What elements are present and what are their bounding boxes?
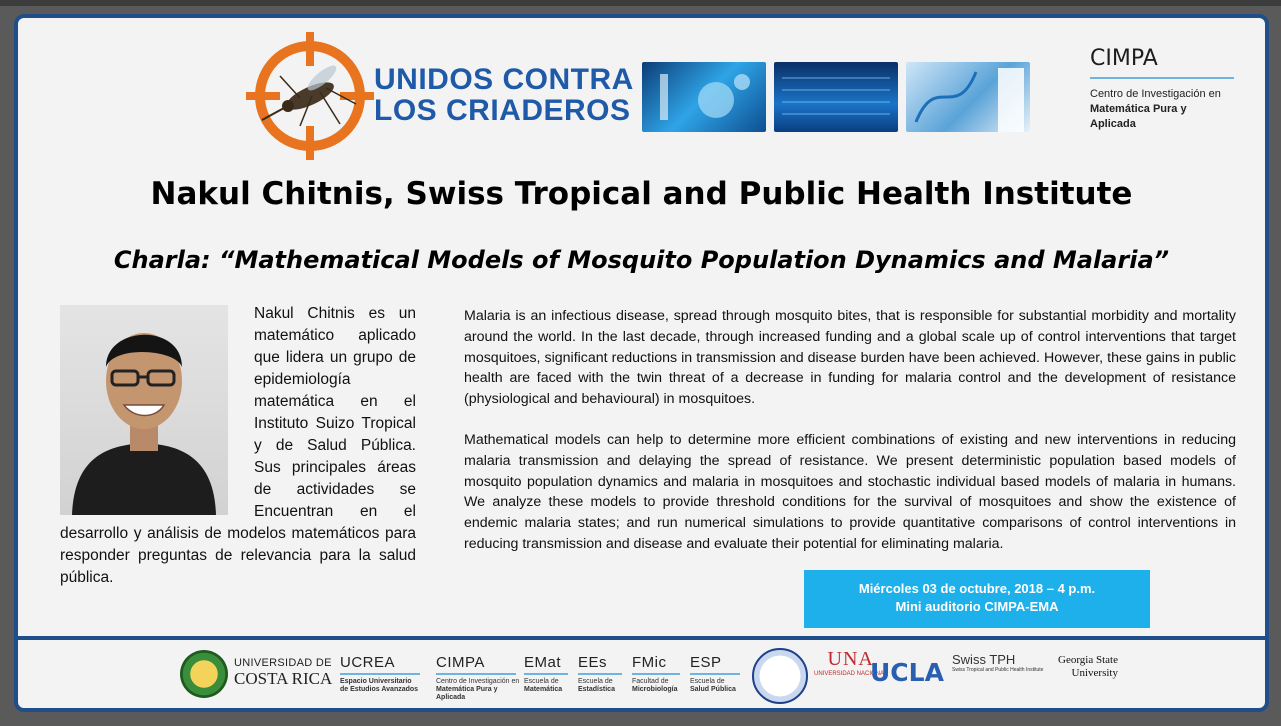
doctor-dna-image	[906, 62, 1030, 132]
ucrea-sub-1: Espacio Universitario	[340, 678, 412, 685]
speaker-title: Nakul Chitnis, Swiss Tropical and Public Health Institute	[150, 176, 1133, 212]
ucr-line-2: COSTA RICA	[234, 669, 333, 688]
fmic-sub-2: Microbiología	[632, 686, 678, 693]
ees-underline	[578, 673, 622, 675]
ucrea-logo	[340, 654, 420, 694]
georgia-line-1: Georgia State	[1058, 654, 1118, 666]
abstract-paragraph-1: Malaria is an infectious disease, spread through mosquito bites, that is responsible for substantial morbidity and mortality around the world. In the last decade, through increased funding and a global scale up of control interventions that target mosquitoes, significant reductions in transmission and disease burden have been achieved. However, these gains in public health are faced with the twin threat of a decrease in funding for malaria control and the development of resistance (physiological and behavioural) in mosquitoes.	[464, 308, 1236, 408]
cimpa-sub-1: Centro de Investigación en	[1090, 88, 1221, 100]
emat-sub-2: Matemática	[524, 686, 563, 693]
esp-underline	[690, 673, 740, 675]
event-date: Miércoles 03 de octubre, 2018 – 4 p.m.	[858, 581, 1096, 596]
talk-subtitle: Charla: “Mathematical Models of Mosquito Population Dynamics and Malaria”	[113, 246, 1170, 274]
cimpa-footer-abbr: CIMPA	[436, 654, 485, 671]
emat-logo	[524, 654, 568, 694]
georgia-line-2: University	[1071, 667, 1118, 679]
sponsor-logos	[18, 644, 1265, 710]
talk-abstract	[464, 306, 1236, 555]
una-sub: UNIVERSIDAD NACIONAL	[814, 671, 888, 677]
esp-abbr: ESP	[690, 654, 722, 671]
swiss-tph-sub: Swiss Tropical and Public Health Institute	[952, 667, 1044, 673]
ees-logo	[578, 654, 622, 694]
speaker-bio-text: Nakul Chitnis es un matemático aplicado que lidera un grupo de epidemiología matemática en el Instituto Suizo Tropical y de Salud Pública. Sus principales áreas de actividades se Encuentran en el desarrollo y análisis de modelos matemáticos para responder preguntas de relevancia para la salud pública.	[60, 305, 416, 586]
ucr-seal-icon	[180, 650, 228, 698]
cimpa-subtitle	[1090, 87, 1240, 132]
campaign-brand	[374, 64, 634, 126]
cimpa-footer-sub-2: Matemática Pura y	[436, 686, 498, 693]
cimpa-sub-3: Aplicada	[1090, 118, 1136, 130]
ees-sub-1: Escuela de	[578, 678, 613, 685]
cimpa-sub-2: Matemática Pura y	[1090, 103, 1187, 115]
swiss-tph-abbr: Swiss TPH	[952, 652, 1016, 667]
poster-frame	[14, 14, 1269, 712]
cimpa-footer-logo	[436, 654, 519, 702]
ucrea-underline	[340, 673, 420, 675]
ucrea-abbr: UCREA	[340, 654, 396, 671]
speaker-bio	[60, 303, 416, 589]
esp-sub-1: Escuela de	[690, 678, 725, 685]
ucr-line-1: UNIVERSIDAD DE	[234, 657, 332, 669]
brand-line-2: LOS CRIADEROS	[374, 94, 631, 127]
window-top-strip	[0, 0, 1281, 6]
cimpa-underline	[1090, 77, 1234, 79]
esp-logo	[690, 654, 740, 694]
una-abbr: UNA	[827, 648, 874, 670]
ministry-seal-icon	[752, 648, 808, 704]
cimpa-footer-sub-1: Centro de Investigación en	[436, 678, 520, 685]
cimpa-title: CIMPA	[1090, 46, 1158, 71]
lab-microscope-image	[642, 62, 766, 132]
emat-underline	[524, 673, 568, 675]
ees-abbr: EEs	[578, 654, 608, 671]
ucr-logo	[234, 656, 332, 686]
fmic-underline	[632, 673, 680, 675]
mosquito-target-logo	[240, 26, 380, 166]
abstract-paragraph-2: Mathematical models can help to determine more efficient combinations of existing and new interventions in reducing malaria transmission and delaying the spread of resistance. We present deterministic population based models of mosquito population dynamics and malaria in mosquitoes and stochastic individual based models of malaria in humans. We analyze these models to provide threshold conditions for the survival of mosquitoes and show the existence of endemic malaria states; and run numerical simulations to provide quantitative comparisons of control interventions in reducing transmission and disease and evaluate their potential for eliminating malaria.	[464, 431, 1236, 552]
cimpa-header-logo	[1090, 46, 1240, 132]
emat-abbr: EMat	[524, 654, 562, 671]
cimpa-footer-underline	[436, 673, 516, 675]
fmic-sub-1: Facultad de	[632, 678, 669, 685]
swiss-tph-logo	[952, 652, 1043, 673]
georgia-state-logo	[1058, 654, 1118, 680]
emat-sub-1: Escuela de	[524, 678, 559, 685]
ucrea-sub-2: de Estudios Avanzados	[340, 686, 419, 693]
ees-sub-2: Estadística	[578, 686, 615, 693]
data-screens-image	[774, 62, 898, 132]
esp-sub-2: Salud Pública	[690, 686, 736, 693]
fmic-logo	[632, 654, 680, 694]
cimpa-footer-sub-3: Aplicada	[436, 694, 466, 701]
fmic-abbr: FMic	[632, 654, 667, 671]
event-place: Mini auditorio CIMPA-EMA	[895, 599, 1059, 614]
portrait-spacer	[60, 303, 254, 521]
event-details-box	[804, 570, 1150, 628]
footer-separator	[18, 636, 1265, 640]
ucla-logo: UCLA	[870, 658, 944, 687]
brand-line-1: UNIDOS CONTRA	[374, 63, 634, 96]
